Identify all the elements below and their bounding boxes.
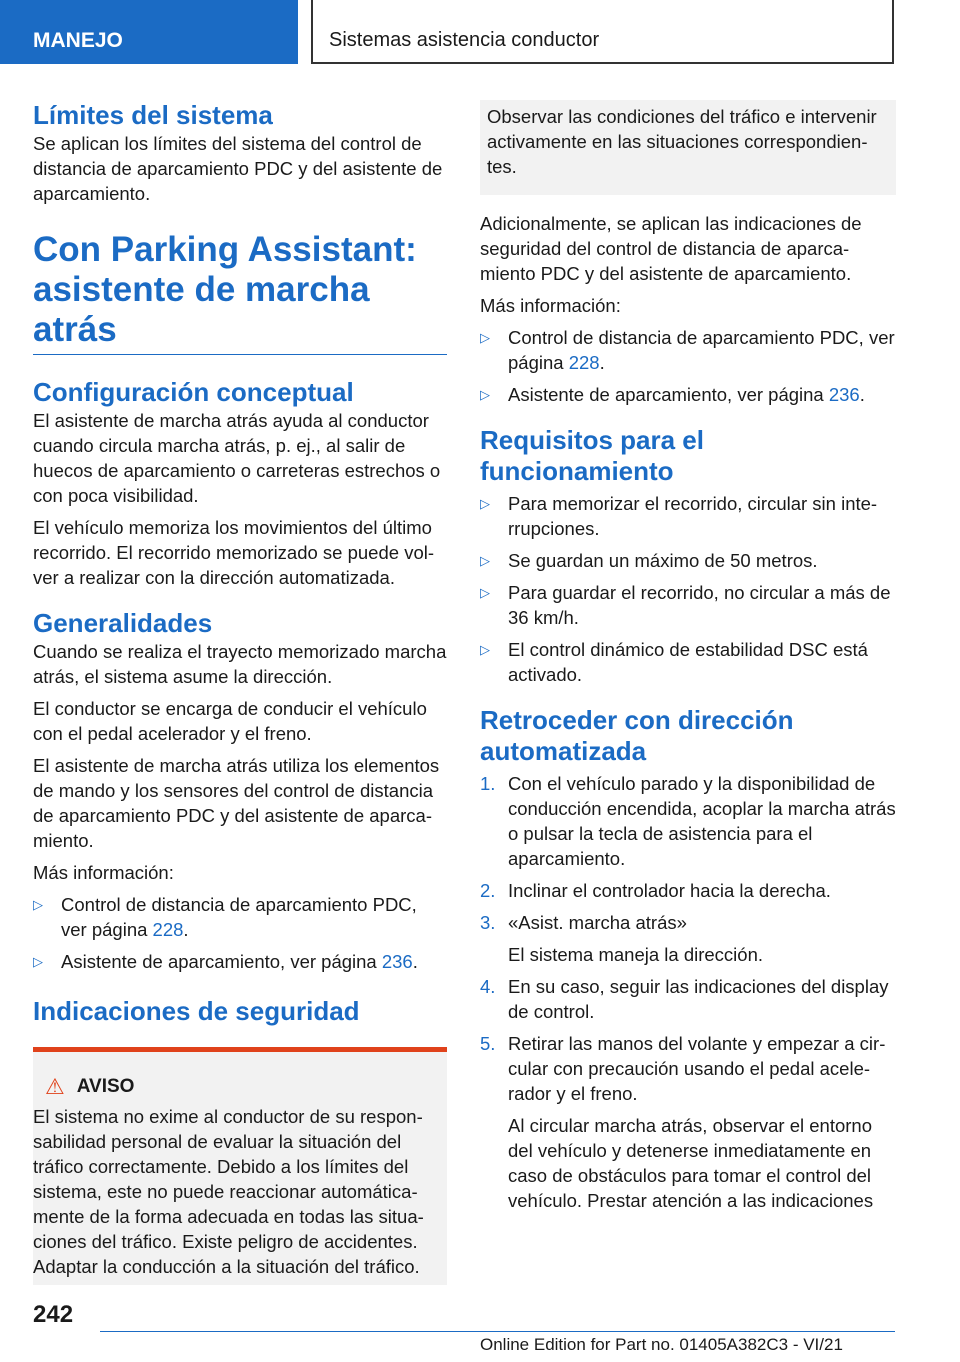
triangle-bullet-icon: ▷ [480, 330, 490, 345]
step-subtext: Al circular marcha atrás, observar el entorno del vehículo y detenerse inmediatamente en caso de obstáculos para tomar el control del vehículo. Prestar atención a las indicaciones [508, 1115, 874, 1211]
footer-divider [100, 1331, 895, 1332]
requirements-heading: Requisitos para el funcionamiento [480, 425, 704, 486]
list-item [480, 878, 896, 903]
requirement-text: Se guardan un máximo de 50 metros. [508, 550, 818, 571]
step-number: 3. [480, 912, 496, 933]
steps-list [480, 771, 896, 1213]
left-column [33, 100, 447, 1285]
reference-list [33, 892, 447, 974]
step-text: «Asist. marcha atrás» [508, 912, 687, 933]
main-heading-block [33, 230, 447, 355]
reference-text: Asistente de aparcamiento, ver página [508, 384, 829, 405]
step-subtext: El sistema maneja la dirección. [508, 944, 763, 965]
reference-end: . [183, 919, 189, 940]
list-item [33, 949, 447, 974]
step-number: 5. [480, 1033, 496, 1054]
right-column [480, 100, 896, 1220]
triangle-bullet-icon: ▷ [33, 954, 43, 969]
limits-paragraph: Se aplican los límites del sistema del control de distancia de aparcamiento PDC y del asistente de aparcamiento. [33, 133, 443, 204]
page-link[interactable]: 236 [381, 951, 413, 972]
list-item [480, 771, 896, 871]
warning-text: El sistema no exime al conductor de su responsabilidad personal de evaluar la situación del tráfico correctamente. Debido a los límites del sistema, este no puede reaccionar automáticamente de la forma adecuada en todas las situaciones del tráfico. Existe peligro de accidentes. Adaptar la conducción a la situación del tráfico. [33, 1106, 424, 1277]
list-item [480, 548, 896, 573]
requirement-text: Para memorizar el recorrido, circular sin interrupciones. [508, 493, 878, 539]
chapter-title: Sistemas asistencia conductor [329, 29, 600, 51]
step-text: Con el vehículo parado y la disponibilidad de conducción encendida, acoplar la marcha atrás o pulsar la tecla de asistencia para el aparcamiento. [508, 773, 896, 869]
reference-end: . [859, 384, 865, 405]
step-text: En su caso, seguir las indicaciones del display de control. [508, 976, 889, 1022]
step-number: 2. [480, 880, 496, 901]
reference-end: . [412, 951, 418, 972]
list-item [480, 910, 896, 967]
list-item [480, 974, 896, 1024]
edition-footer: Online Edition for Part no. 01405A382C3 - VI/21 [480, 1335, 843, 1354]
page-link[interactable]: 236 [828, 384, 860, 405]
page-number: 242 [33, 1301, 74, 1328]
section-title: MANEJO [33, 29, 123, 52]
additional-paragraph: Adicionalmente, se aplican las indicaciones de seguridad del control de distancia de aparcamiento PDC y del asistente de aparcamiento. [480, 213, 862, 284]
concept-heading: Configuración conceptual [33, 377, 354, 407]
step-text: Retirar las manos del volante y empezar a circular con precaución usando el pedal acelerador y el freno. [508, 1033, 886, 1104]
general-paragraph-2: El conductor se encarga de conducir el vehículo con el pedal acelerador y el freno. [33, 698, 427, 744]
reference-end: . [599, 352, 605, 373]
limits-heading: Límites del sistema [33, 100, 273, 130]
triangle-bullet-icon: ▷ [33, 897, 43, 912]
page-link[interactable]: 228 [152, 919, 184, 940]
warning-title [45, 1074, 441, 1100]
triangle-bullet-icon: ▷ [480, 553, 490, 568]
requirement-text: El control dinámico de estabilidad DSC está activado. [508, 639, 868, 685]
warning-triangle-icon: ⚠ [45, 1074, 65, 1099]
list-item [480, 580, 896, 630]
general-paragraph-1: Cuando se realiza el trayecto memorizado marcha atrás, el sistema asume la dirección. [33, 641, 447, 687]
list-item [480, 1031, 896, 1213]
concept-paragraph-1: El asistente de marcha atrás ayuda al conductor cuando circula marcha atrás, p. ej., al salir de huecos de aparcamiento o carreteras estrechos o con poca visibilidad. [33, 410, 441, 506]
list-item [480, 382, 896, 407]
requirement-text: Para guardar el recorrido, no circular a más de 36 km/h. [508, 582, 891, 628]
general-heading: Generalidades [33, 608, 213, 638]
reference-text: Control de distancia de aparcamiento PDC, ver página [508, 327, 895, 373]
reference-text: Control de distancia de aparcamiento PDC, ver página [61, 894, 417, 940]
warning-continuation-box [480, 100, 896, 195]
requirements-list [480, 491, 896, 687]
reverse-heading: Retroceder con dirección automatizada [480, 705, 794, 766]
concept-paragraph-2: El vehículo memoriza los movimientos del último recorrido. El recorrido memorizado se puede volver a realizar con la dirección automatizada. [33, 517, 435, 588]
main-heading: Con Parking Assistant: asistente de marcha atrás [33, 230, 417, 349]
triangle-bullet-icon: ▷ [480, 585, 490, 600]
list-item [480, 637, 896, 687]
list-item [33, 892, 447, 942]
list-item [480, 325, 896, 375]
more-info-label: Más información: [33, 862, 174, 883]
triangle-bullet-icon: ▷ [480, 642, 490, 657]
step-number: 1. [480, 773, 496, 794]
triangle-bullet-icon: ▷ [480, 496, 490, 511]
more-info-label: Más información: [480, 295, 621, 316]
reference-list [480, 325, 896, 407]
page-link[interactable]: 228 [568, 352, 600, 373]
safety-heading: Indicaciones de seguridad [33, 996, 360, 1026]
warning-label: AVISO [76, 1076, 135, 1097]
step-text: Inclinar el controlador hacia la derecha. [508, 880, 831, 901]
warning-box [33, 1047, 447, 1285]
step-number: 4. [480, 976, 496, 997]
general-paragraph-3: El asistente de marcha atrás utiliza los elementos de mando y los sensores del control de distancia de aparcamiento PDC y del asistente de aparcamiento. [33, 755, 440, 851]
chapter-header [311, 0, 894, 64]
triangle-bullet-icon: ▷ [480, 387, 490, 402]
list-item [480, 491, 896, 541]
section-tab [0, 0, 298, 64]
reference-text: Asistente de aparcamiento, ver página [61, 951, 382, 972]
warning-continuation-text: Observar las condiciones del tráfico e intervenir activamente en las situaciones correspondientes. [487, 106, 877, 177]
